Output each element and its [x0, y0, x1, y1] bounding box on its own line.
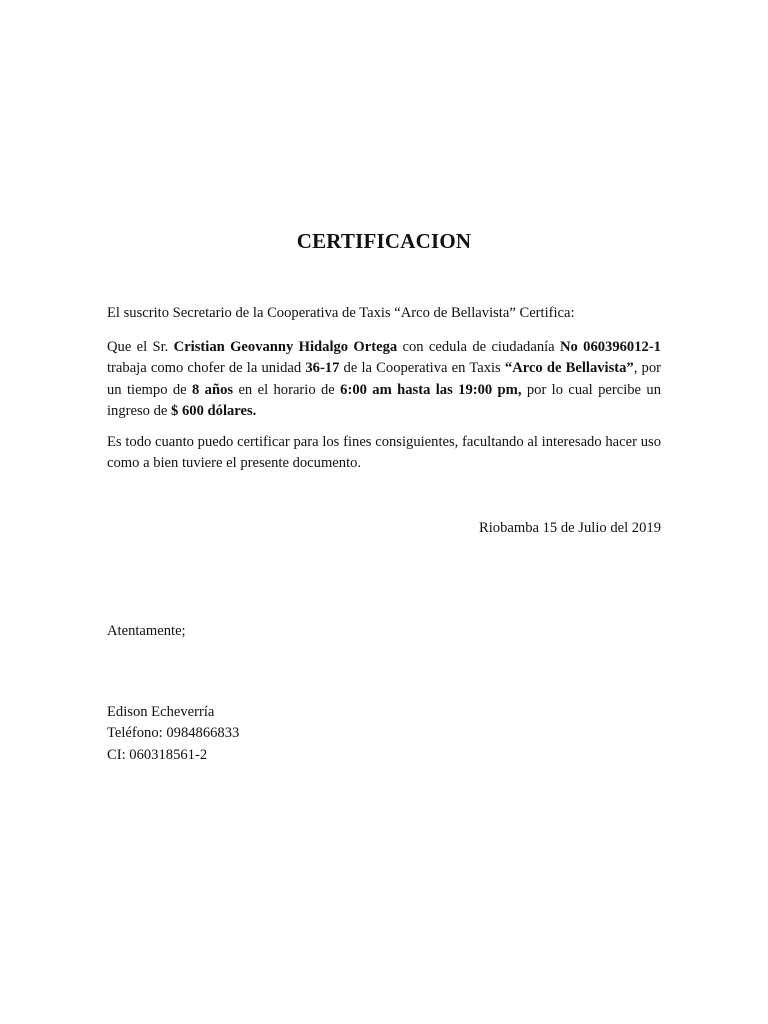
- work-schedule: 6:00 am hasta las 19:00 pm,: [340, 381, 522, 398]
- closing-salutation: Atentamente;: [107, 623, 186, 639]
- body-text-1: Que el Sr.: [107, 339, 174, 355]
- income-amount: $ 600 dólares.: [171, 402, 257, 419]
- body-text-2: con cedula de ciudadanía: [397, 339, 560, 355]
- body-text-4: de la Cooperativa en Taxis: [339, 360, 505, 377]
- unit-number: 36-17: [305, 360, 340, 377]
- signer-ci: CI: 060318561-2: [107, 746, 208, 763]
- body-text-6: en el horario de: [233, 381, 341, 398]
- id-number: No 060396012-1: [559, 339, 661, 355]
- cooperative-name: “Arco de Bellavista”: [504, 360, 634, 377]
- body-paragraph: [107, 337, 661, 422]
- document-title: CERTIFICACION: [296, 229, 472, 253]
- body-text-3: trabaja como chofer de la unidad: [107, 360, 306, 377]
- intro-paragraph: El suscrito Secretario de la Cooperativa de Taxis “Arco de Bellavista” Certifica:: [107, 305, 575, 321]
- body-text-5: , por un tiempo de: [107, 360, 661, 398]
- signer-phone: Teléfono: 0984866833: [107, 725, 240, 742]
- body-text-7: por lo cual percibe un ingreso de: [107, 381, 661, 419]
- signer-name: Edison Echeverría: [107, 704, 215, 720]
- employee-name: Cristian Geovanny Hidalgo Ortega: [173, 339, 398, 355]
- statement-paragraph: Es todo cuanto puedo certificar para los fines consiguientes, facultando al interesado hacer uso como a bien tuviere el presente documento.: [107, 434, 661, 472]
- signer-block: [107, 702, 239, 766]
- work-duration: 8 años: [192, 381, 234, 398]
- place-date: Riobamba 15 de Julio del 2019: [479, 520, 661, 536]
